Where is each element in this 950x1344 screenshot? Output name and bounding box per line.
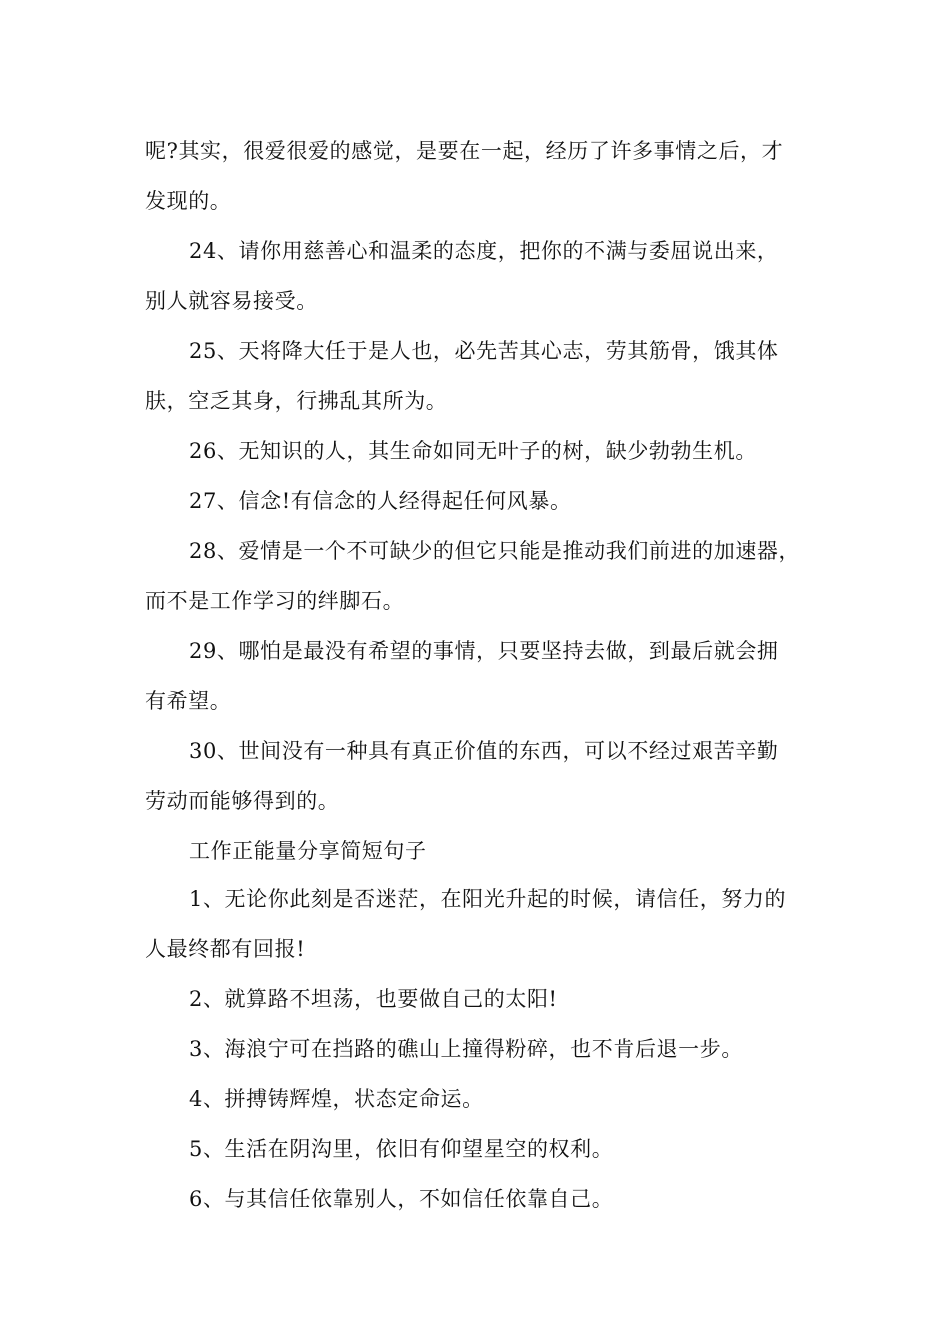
- paragraph-28-line-1: 28、爱情是一个不可缺少的但它只能是推动我们前进的加速器，: [189, 539, 801, 563]
- paragraph-24-line-2: 别人就容易接受。: [145, 289, 318, 313]
- quote-6: 6、与其信任依靠别人，不如信任依靠自己。: [189, 1187, 614, 1211]
- quote-4: 4、拼搏铸辉煌，状态定命运。: [189, 1087, 484, 1111]
- paragraph-29-line-1: 29、哪怕是最没有希望的事情，只要坚持去做，到最后就会拥: [189, 639, 779, 663]
- paragraph-25-line-1: 25、天将降大任于是人也，必先苦其心志，劳其筋骨，饿其体: [189, 339, 779, 363]
- quote-5: 5、生活在阴沟里，依旧有仰望星空的权利。: [189, 1137, 614, 1161]
- quote-1-line-2: 人最终都有回报!: [145, 937, 306, 961]
- paragraph-25-line-2: 肤，空乏其身，行拂乱其所为。: [145, 389, 448, 413]
- section-heading: 工作正能量分享简短句子: [189, 839, 427, 863]
- paragraph-27: 27、信念!有信念的人经得起任何风暴。: [189, 489, 572, 513]
- paragraph-23-line-2: 发现的。: [145, 189, 232, 213]
- paragraph-28-line-2: 而不是工作学习的绊脚石。: [145, 589, 405, 613]
- paragraph-23-line-1: 呢?其实，很爱很爱的感觉，是要在一起，经历了许多事情之后，才: [145, 139, 784, 163]
- paragraph-30-line-1: 30、世间没有一种具有真正价值的东西，可以不经过艰苦辛勤: [189, 739, 779, 763]
- paragraph-29-line-2: 有希望。: [145, 689, 232, 713]
- paragraph-24-line-1: 24、请你用慈善心和温柔的态度，把你的不满与委屈说出来，: [189, 239, 779, 263]
- paragraph-30-line-2: 劳动而能够得到的。: [145, 789, 340, 813]
- quote-3: 3、海浪宁可在挡路的礁山上撞得粉碎，也不肯后退一步。: [189, 1037, 743, 1061]
- paragraph-26: 26、无知识的人，其生命如同无叶子的树，缺少勃勃生机。: [189, 439, 757, 463]
- quote-2: 2、就算路不坦荡，也要做自己的太阳!: [189, 987, 558, 1011]
- quote-1-line-1: 1、无论你此刻是否迷茫，在阳光升起的时候，请信任，努力的: [189, 887, 787, 911]
